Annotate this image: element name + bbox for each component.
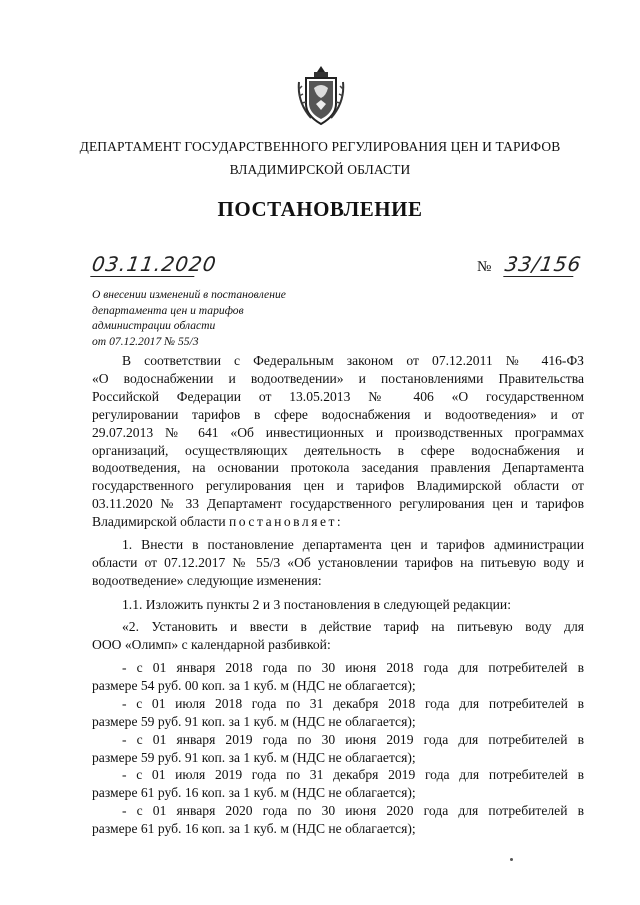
preamble-line: государственного регулирования цен и тарифов Владимирской области от <box>92 478 584 494</box>
item-2-line: «2. Установить и ввести в действие тариф на питьевую воду для <box>122 619 584 634</box>
number-sign: № <box>477 259 492 275</box>
preamble-line: 03.11.2020 № 33 Департамент государственного регулирования цен и тарифов <box>92 496 584 512</box>
item-1-1-line: 1.1. Изложить пункты 2 и 3 постановления в следующей редакции: <box>122 597 511 612</box>
item-1-line: 1. Внести в постановление департамента цен и тарифов администрации <box>122 537 584 552</box>
period-line: - с 01 января 2018 года по 30 июня 2018 года для потребителей в <box>122 660 584 675</box>
document-number: 33/156 <box>503 252 584 276</box>
preamble-paragraph <box>92 352 584 531</box>
preamble-last-line <box>92 513 584 531</box>
preamble-line: Российской Федерации от 13.05.2013 № 406 «О государственном <box>92 388 584 404</box>
resolves-word: постановляет: <box>229 514 344 530</box>
preamble-region: Владимирской области <box>92 514 226 530</box>
item-1-1-paragraph <box>92 596 584 614</box>
department-name-line2: ВЛАДИМИРСКОЙ ОБЛАСТИ <box>229 162 411 177</box>
preamble-line: В соответствии с Федеральным законом от 07.12.2011 № 416-ФЗ <box>122 353 584 368</box>
document-date: 03.11.2020 <box>90 252 219 276</box>
subject-line: О внесении изменений в постановление <box>92 288 286 301</box>
document-title: ПОСТАНОВЛЕНИЕ <box>217 197 423 221</box>
subject-line: департамента цен и тарифов <box>92 303 244 317</box>
preamble-line: водоотведения, на основании протокола заседания правления Департамента <box>92 460 584 476</box>
subject-line: администрации области <box>92 319 216 332</box>
scan-speck <box>510 858 513 861</box>
document-subject <box>92 287 332 349</box>
preamble-line: 29.07.2013 № 641 «Об инвестиционных и производственных программах <box>92 424 584 440</box>
period-line: - с 01 июля 2018 года по 31 декабря 2018 года для потребителей в <box>122 695 584 711</box>
period-line: размере 61 руб. 16 коп. за 1 куб. м (НДС не облагается); <box>92 785 416 801</box>
department-name-line1: ДЕПАРТАМЕНТ ГОСУДАРСТВЕННОГО РЕГУЛИРОВАНИЯ ЦЕН И ТАРИФОВ <box>79 139 561 154</box>
period-line: размере 59 руб. 91 коп. за 1 куб. м (НДС не облагается); <box>92 713 416 729</box>
item-1-paragraph <box>92 536 584 590</box>
period-line: размере 61 руб. 16 коп. за 1 куб. м (НДС не облагается); <box>92 821 416 837</box>
period-line: - с 01 января 2019 года по 30 июня 2019 года для потребителей в <box>122 731 584 747</box>
subject-line: от 07.12.2017 № 55/3 <box>92 334 199 348</box>
period-line: размере 54 руб. 00 коп. за 1 куб. м (НДС не облагается); <box>92 677 416 693</box>
item-2-line: ООО «Олимп» с календарной разбивкой: <box>92 636 331 652</box>
preamble-line: организаций, осуществляющих деятельность в сфере водоснабжения и <box>92 442 584 458</box>
period-line: размере 59 руб. 91 коп. за 1 куб. м (НДС не облагается); <box>92 749 416 765</box>
period-line: - с 01 июля 2019 года по 31 декабря 2019 года для потребителей в <box>122 767 584 783</box>
tariff-periods-list <box>92 659 584 838</box>
period-line: - с 01 января 2020 года по 30 июня 2020 года для потребителей в <box>122 803 584 819</box>
preamble-line: регулировании тарифов в сфере водоснабжения и водоотведения» и от <box>92 406 584 422</box>
item-1-line: области от 07.12.2017 № 55/3 «Об установлении тарифов на питьевую воду и <box>92 554 584 570</box>
preamble-line: «О водоснабжении и водоотведении» и постановлениями Правительства <box>92 370 584 386</box>
item-2-paragraph <box>92 618 584 654</box>
item-1-line: водоотведение» следующие изменения: <box>92 572 322 588</box>
coat-of-arms-emblem <box>296 64 346 126</box>
